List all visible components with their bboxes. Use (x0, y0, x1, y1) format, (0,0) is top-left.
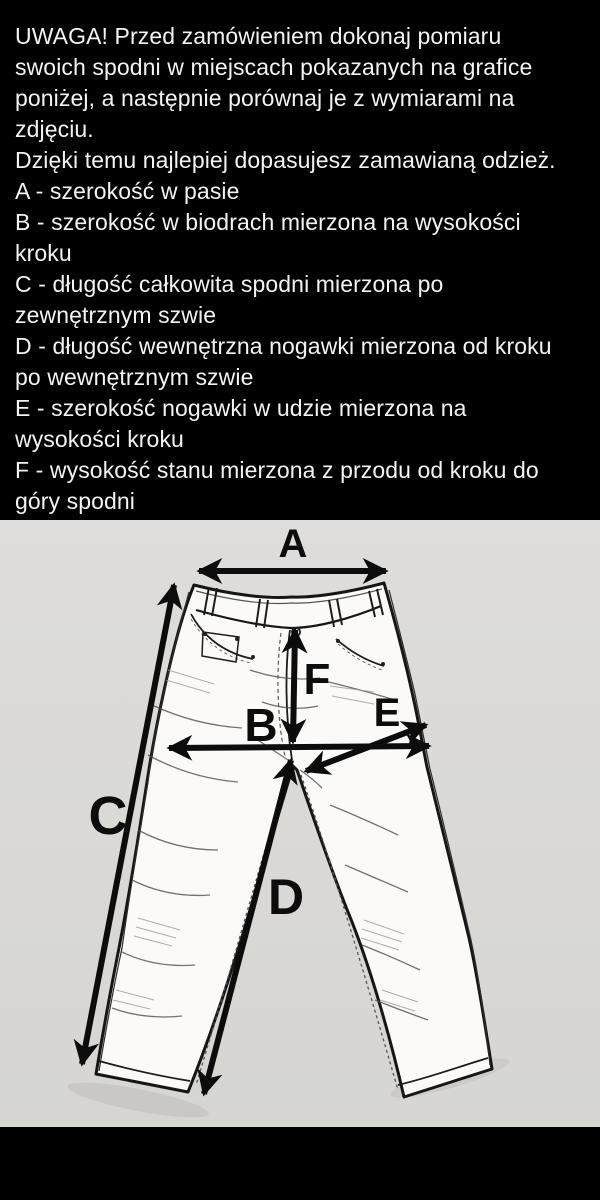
diagram-label-c: C (88, 786, 128, 846)
notice-line-1: UWAGA! Przed zamówieniem dokonaj pomiaru (15, 23, 502, 49)
measurement-e-line-2: wysokości kroku (15, 426, 184, 452)
notice-line-2: swoich spodni w miejscach pokazanych na grafice (15, 54, 533, 80)
measurement-a-line: A - szerokość w pasie (15, 178, 240, 204)
diagram-label-d: D (267, 869, 305, 925)
diagram-label-f: F (303, 655, 331, 704)
arrow-b (169, 746, 429, 748)
jeans-diagram-svg (0, 520, 600, 1127)
measurement-d-line: D - długość wewnętrzna nogawki mierzona od kroku (15, 333, 552, 359)
measurement-f-line-2: góry spodni (15, 488, 136, 514)
measurement-e-line: E - szerokość nogawki w udzie mierzona na (15, 395, 467, 421)
notice-line-3: poniżej, a następnie porównaj je z wymiarami na (15, 85, 515, 111)
notice-line-4: zdjęciu. (15, 116, 94, 142)
diagram-label-e: E (373, 691, 401, 735)
measurement-c-line: C - długość całkowita spodni mierzona po (15, 271, 444, 297)
measurement-b-line: B - szerokość w biodrach mierzona na wysokości (15, 209, 521, 235)
measurement-c-line-2: zewnętrznym szwie (15, 302, 217, 328)
diagram-label-a: A (278, 522, 308, 566)
measurement-f-line: F - wysokość stanu mierzona z przodu od kroku do (15, 457, 539, 483)
arrow-f (293, 630, 295, 742)
diagram-label-b: B (244, 699, 278, 751)
notice-line-5: Dzięki temu najlepiej dopasujesz zamawianą odzież. (15, 147, 556, 173)
measurement-d-line-2: po wewnętrznym szwie (15, 364, 254, 390)
bottom-bar (0, 1127, 600, 1200)
measurement-instructions (0, 0, 600, 520)
jeans-measurement-diagram (0, 520, 600, 1127)
measurement-b-line-2: kroku (15, 240, 72, 266)
